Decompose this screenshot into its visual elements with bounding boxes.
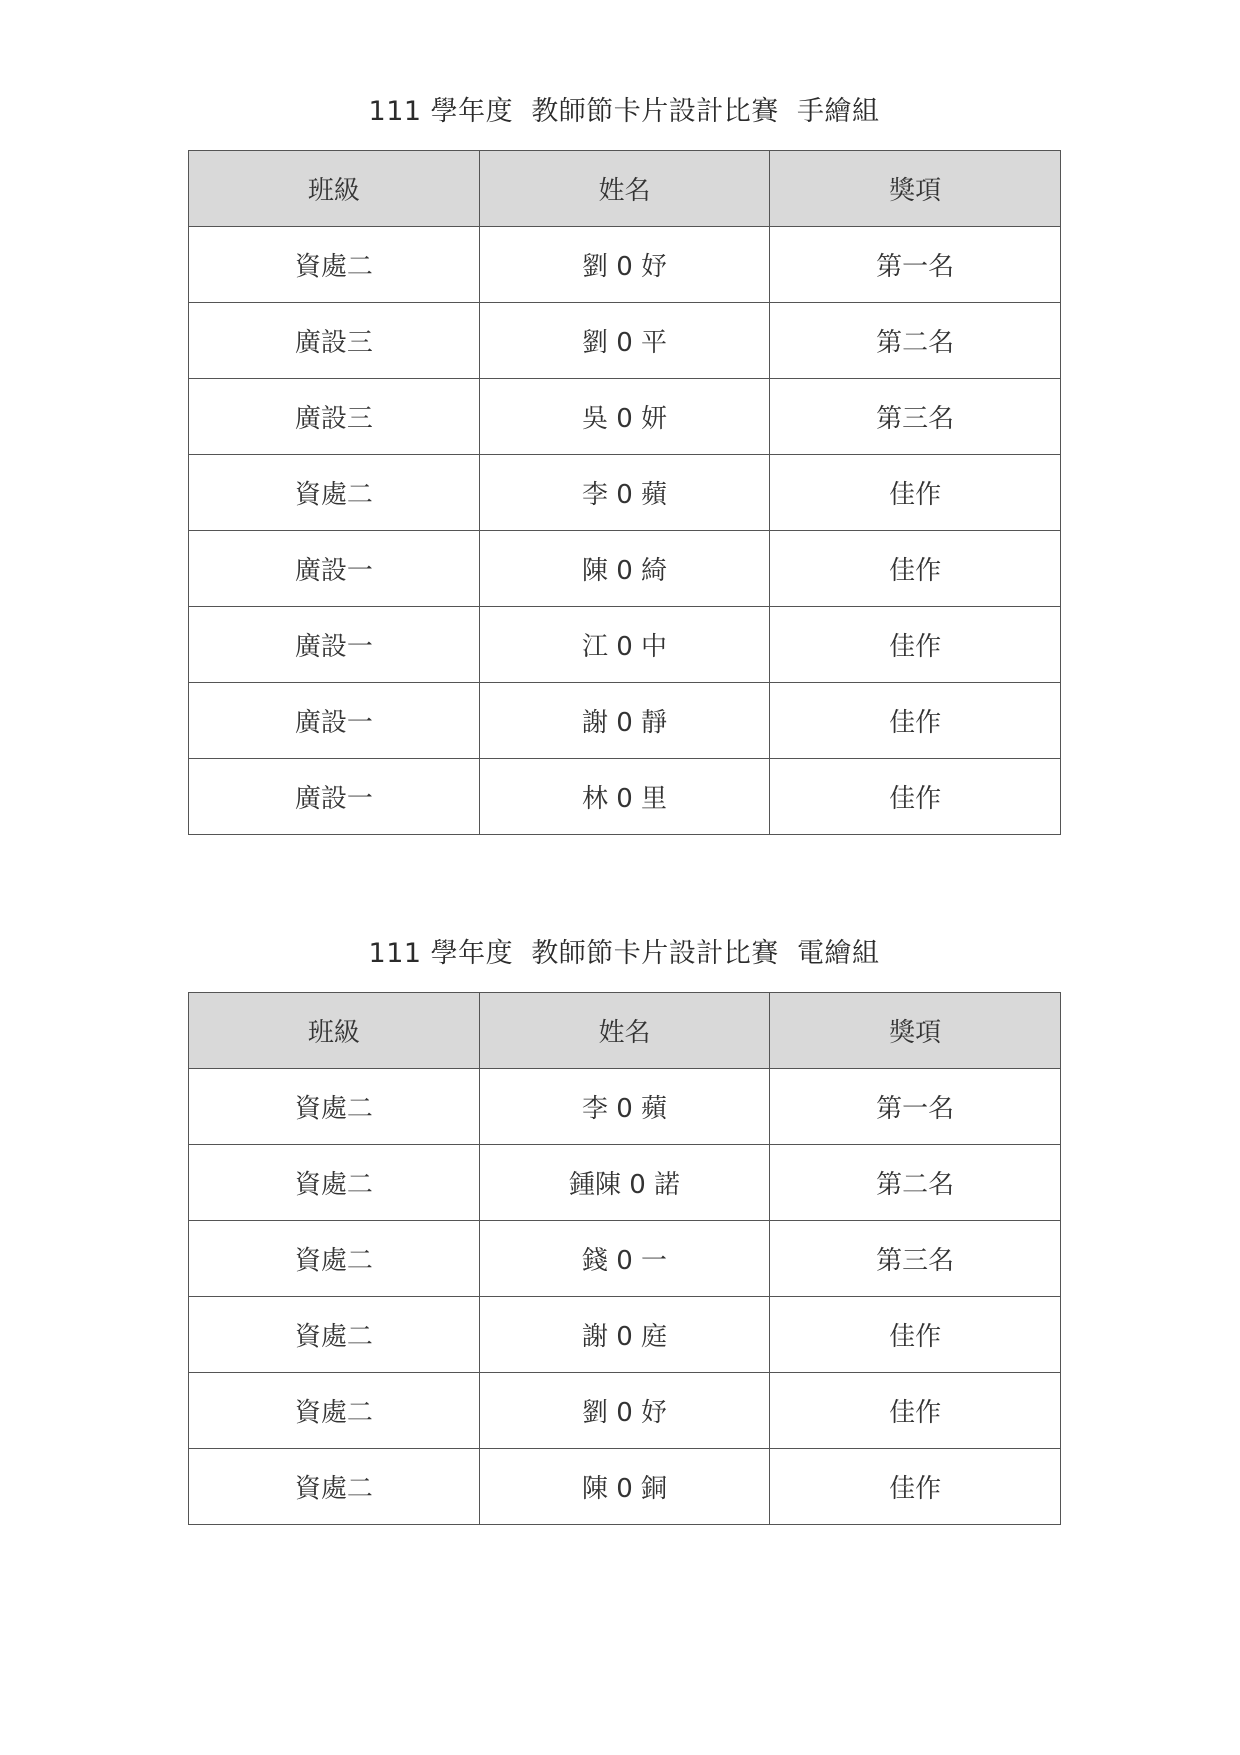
cell-class: 資處二: [189, 1373, 480, 1449]
cell-award: 第二名: [770, 303, 1061, 379]
cell-name: 劉 0 平: [479, 303, 770, 379]
cell-class: 廣設一: [189, 683, 480, 759]
header-class: 班級: [189, 151, 480, 227]
cell-award: 佳作: [770, 683, 1061, 759]
cell-award: 佳作: [770, 759, 1061, 835]
table-row: [189, 1145, 1061, 1221]
table-row: [189, 303, 1061, 379]
cell-class: 資處二: [189, 1449, 480, 1525]
table-row: [189, 1373, 1061, 1449]
cell-class: 廣設一: [189, 531, 480, 607]
table-row: [189, 683, 1061, 759]
table-row: [189, 227, 1061, 303]
table-row: [189, 1069, 1061, 1145]
results-table: [188, 992, 1061, 1525]
cell-class: 廣設三: [189, 379, 480, 455]
cell-name: 李 0 蘋: [479, 455, 770, 531]
header-award: 獎項: [770, 993, 1061, 1069]
cell-class: 廣設一: [189, 607, 480, 683]
cell-name: 陳 0 綺: [479, 531, 770, 607]
table-row: [189, 455, 1061, 531]
cell-class: 資處二: [189, 455, 480, 531]
digital-section: [188, 934, 1060, 1525]
table-title: 111 學年度 教師節卡片設計比賽 手繪組: [368, 96, 880, 127]
cell-class: 廣設三: [189, 303, 480, 379]
cell-award: 佳作: [770, 1449, 1061, 1525]
cell-name: 錢 0 一: [479, 1221, 770, 1297]
cell-name: 陳 0 銅: [479, 1449, 770, 1525]
cell-class: 資處二: [189, 1221, 480, 1297]
cell-class: 資處二: [189, 1069, 480, 1145]
cell-name: 劉 0 妤: [479, 1373, 770, 1449]
table-row: [189, 1297, 1061, 1373]
cell-name: 吳 0 妍: [479, 379, 770, 455]
cell-name: 李 0 蘋: [479, 1069, 770, 1145]
cell-award: 第一名: [770, 227, 1061, 303]
table-header-row: [189, 993, 1061, 1069]
cell-class: 資處二: [189, 1145, 480, 1221]
cell-award: 佳作: [770, 531, 1061, 607]
header-class: 班級: [189, 993, 480, 1069]
cell-award: 佳作: [770, 455, 1061, 531]
cell-class: 資處二: [189, 227, 480, 303]
cell-class: 廣設一: [189, 759, 480, 835]
hand-drawn-section: [188, 92, 1060, 835]
cell-award: 佳作: [770, 1297, 1061, 1373]
table-title: 111 學年度 教師節卡片設計比賽 電繪組: [368, 938, 880, 969]
cell-name: 鍾陳 0 諾: [479, 1145, 770, 1221]
cell-award: 佳作: [770, 607, 1061, 683]
cell-class: 資處二: [189, 1297, 480, 1373]
table-row: [189, 759, 1061, 835]
table-row: [189, 607, 1061, 683]
cell-name: 林 0 里: [479, 759, 770, 835]
cell-name: 江 0 中: [479, 607, 770, 683]
table-row: [189, 1449, 1061, 1525]
cell-name: 謝 0 靜: [479, 683, 770, 759]
table-row: [189, 379, 1061, 455]
cell-award: 佳作: [770, 1373, 1061, 1449]
results-table: [188, 150, 1061, 835]
table-row: [189, 531, 1061, 607]
cell-award: 第二名: [770, 1145, 1061, 1221]
header-name: 姓名: [479, 151, 770, 227]
cell-award: 第三名: [770, 1221, 1061, 1297]
table-header-row: [189, 151, 1061, 227]
header-name: 姓名: [479, 993, 770, 1069]
table-row: [189, 1221, 1061, 1297]
cell-name: 劉 0 妤: [479, 227, 770, 303]
cell-award: 第一名: [770, 1069, 1061, 1145]
header-award: 獎項: [770, 151, 1061, 227]
cell-award: 第三名: [770, 379, 1061, 455]
cell-name: 謝 0 庭: [479, 1297, 770, 1373]
